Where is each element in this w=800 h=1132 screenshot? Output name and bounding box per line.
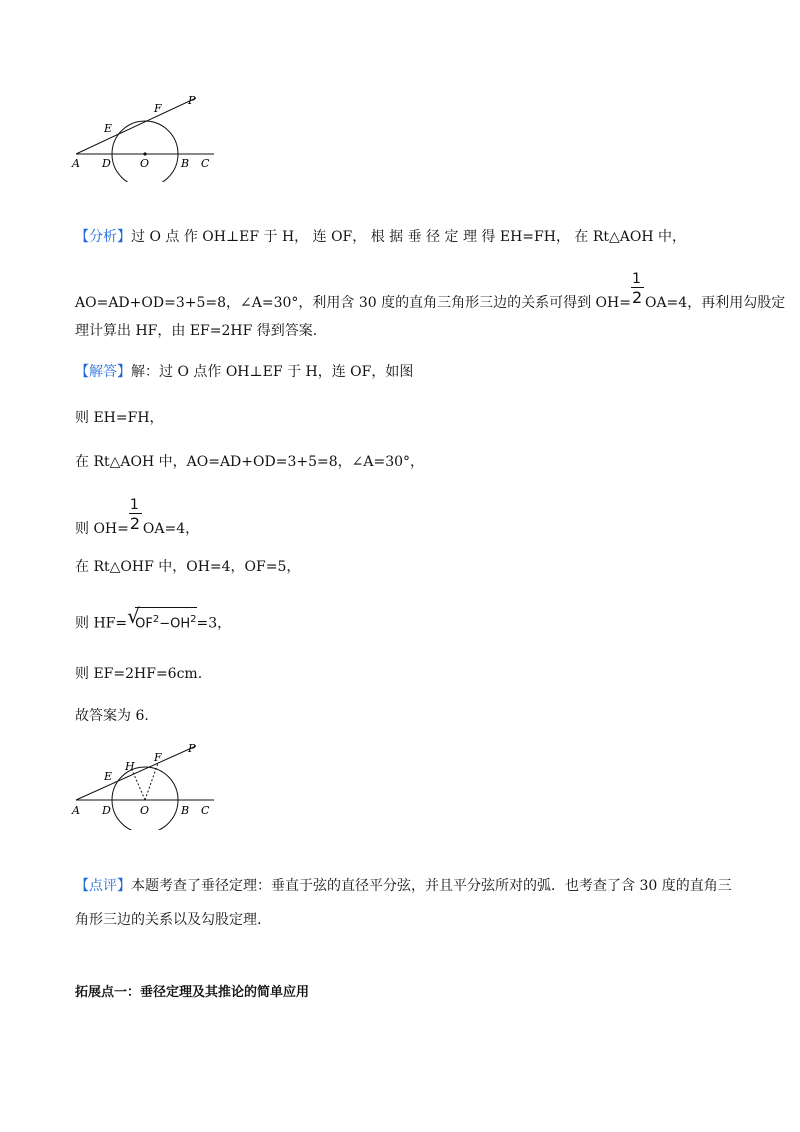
solution-tag: 【解答】: [75, 364, 131, 380]
label-E: E: [104, 122, 113, 135]
geometry-figure-1: [70, 92, 220, 182]
solution-line-3: 在 Rt△AOH 中，AO=AD+OD=3+5=8，∠A=30°，: [75, 454, 425, 470]
review-line-2: 角形三边的关系以及勾股定理.: [75, 912, 262, 928]
geometry-figure-2: [70, 740, 220, 830]
fraction-one-half: $\frac{1}{2}$: [129, 497, 141, 533]
line-AP: [76, 98, 196, 154]
solution-line-5: 在 Rt△OHF 中，OH=4，OF=5，: [75, 559, 301, 575]
solution-line-7: 则 EF=2HF=6cm.: [75, 666, 203, 682]
label-A: A: [72, 804, 80, 817]
analysis-line-3: 理计算出 HF，由 EF=2HF 得到答案.: [75, 323, 318, 339]
label-P: P: [188, 94, 196, 107]
label-E: E: [104, 770, 113, 783]
line-AP: [76, 746, 196, 800]
label-F: F: [154, 102, 162, 115]
label-O: O: [140, 804, 150, 817]
fraction-one-half: $\frac{1}{2}$: [631, 271, 643, 307]
solution-line-6: 则 HF= √ $OF^2-OH^2=3$，: [75, 610, 231, 634]
analysis-line-2: AO=AD+OD=3+5=8，∠A=30°，利用含 30 度的直角三角形三边的关系可得到 OH= $\frac{1}{2}$ OA=4，再利用勾股定: [75, 271, 786, 311]
solution-line-2: 则 EH=FH，: [75, 410, 164, 426]
label-B: B: [181, 157, 190, 170]
solution-line-1: 【解答】解：过 O 点作 OH⊥EF 于 H，连 OF，如图: [75, 364, 414, 380]
square-root-expression: √ $OF^2-OH^2$: [127, 604, 197, 632]
analysis-tag: 【分析】: [75, 229, 131, 245]
label-F: F: [154, 751, 162, 764]
solution-line-8: 故答案为 6.: [75, 708, 149, 724]
label-H: H: [125, 760, 135, 773]
label-C: C: [201, 157, 210, 170]
label-A: A: [72, 157, 80, 170]
solution-line-4: 则 OH= $\frac{1}{2}$ OA=4，: [75, 497, 200, 537]
review-tag: 【点评】: [75, 878, 131, 894]
label-C: C: [201, 804, 210, 817]
review-line-1: 【点评】本题考查了垂径定理：垂直于弦的直径平分弦，并且平分弦所对的弧．也考查了含 30 度的直角三: [75, 878, 732, 894]
analysis-line-1: 【分析】过 O 点 作 OH⊥EF 于 H， 连 OF， 根 据 垂 径 定 理 得 EH=FH， 在 Rt△AOH 中，: [75, 229, 687, 245]
label-D: D: [102, 157, 111, 170]
circle-O: [112, 121, 178, 182]
label-P: P: [188, 742, 196, 755]
label-D: D: [102, 804, 111, 817]
label-O: O: [140, 157, 150, 170]
section-heading: 拓展点一：垂径定理及其推论的简单应用: [75, 985, 310, 1000]
label-B: B: [181, 804, 190, 817]
center-point: [143, 152, 146, 155]
segment-OH: [132, 770, 145, 800]
